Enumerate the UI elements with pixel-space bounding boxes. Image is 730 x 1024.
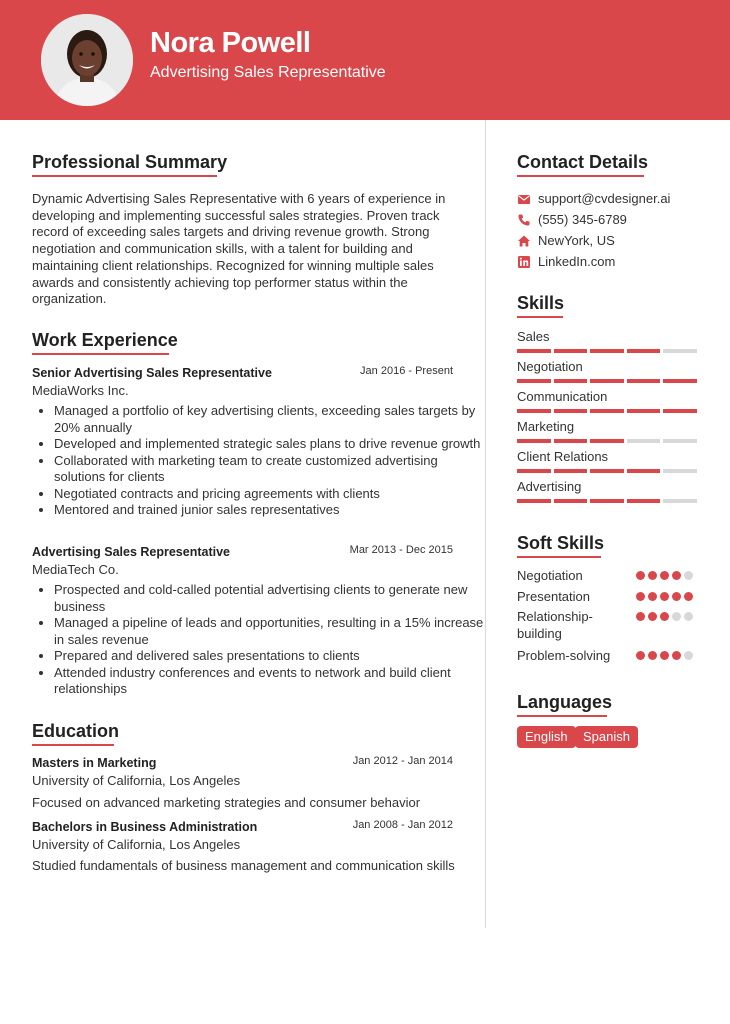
rating-dot <box>636 571 645 580</box>
rating-dot <box>660 592 669 601</box>
summary-line: awards and consistently achieving top performer status within the <box>32 274 408 290</box>
skill-name: Sales <box>517 329 550 344</box>
bullet-item: • Developed and implemented strategic sales plans to drive revenue growth <box>54 436 484 453</box>
phone-icon <box>517 213 531 227</box>
rating-dot <box>636 592 645 601</box>
contact-email[interactable]: support@cvdesigner.ai <box>538 191 671 206</box>
education-underline <box>32 744 114 746</box>
summary-line: maintaining client relationships. Recognized for winning multiple sales <box>32 257 434 273</box>
bullet-item: • Managed a portfolio of key advertising clients, exceeding sales targets by 20% annually <box>54 403 484 436</box>
rating-dot <box>684 612 693 621</box>
summary-heading: Professional Summary <box>32 152 228 172</box>
job-dates: Jan 2016 - Present <box>360 365 453 377</box>
soft-skill-dots <box>636 612 693 621</box>
skill-bar-segment <box>517 379 551 383</box>
skill-bar-segment <box>627 379 661 383</box>
skill-bar-segment <box>590 409 624 413</box>
skill-bar-segment <box>554 499 588 503</box>
avatar <box>41 14 133 106</box>
column-divider <box>485 120 486 928</box>
rating-dot <box>648 612 657 621</box>
bullet-item: • Prospected and cold-called potential advertising clients to generate new business <box>54 582 484 615</box>
rating-dot <box>684 651 693 660</box>
skill-bar-segment <box>627 469 661 473</box>
soft-skills-underline <box>517 556 601 558</box>
experience-underline <box>32 353 169 355</box>
rating-dot <box>684 592 693 601</box>
skill-name: Client Relations <box>517 449 609 464</box>
soft-skill-dots <box>636 571 693 580</box>
header-banner <box>0 0 730 120</box>
soft-skill-name: Relationship-building <box>517 609 593 641</box>
skill-bar-segment <box>590 349 624 353</box>
job-dates: Mar 2013 - Dec 2015 <box>349 544 453 556</box>
degree-description: Studied fundamentals of business management and communication skills <box>32 858 455 873</box>
job-bullets <box>32 582 484 698</box>
envelope-icon <box>517 192 531 206</box>
skill-bar <box>517 499 697 503</box>
degree-description: Focused on advanced marketing strategies and consumer behavior <box>32 795 421 810</box>
contact-location: NewYork, US <box>538 233 615 248</box>
bullet-item: • Collaborated with marketing team to create customized advertising solutions for clients <box>54 453 484 486</box>
skill-bar-segment <box>627 349 661 353</box>
degree-title: Bachelors in Business Administration <box>32 820 258 834</box>
soft-skills-heading: Soft Skills <box>517 533 605 553</box>
rating-dot <box>636 651 645 660</box>
skill-bar-segment <box>590 439 624 443</box>
contact-underline <box>517 175 644 177</box>
skill-bar <box>517 349 697 353</box>
bullet-item: • Attended industry conferences and events to network and build client relationships <box>54 665 484 698</box>
summary-line: record of exceeding sales targets and driving revenue growth. Strong <box>32 224 430 240</box>
school-name: University of California, Los Angeles <box>32 837 241 852</box>
skill-name: Advertising <box>517 479 582 494</box>
education-heading: Education <box>32 721 120 741</box>
home-icon <box>517 234 531 248</box>
summary-line: developing and implementing successful sales strategies. Proven track <box>32 207 440 223</box>
skills-underline <box>517 316 563 318</box>
degree-dates: Jan 2012 - Jan 2014 <box>352 755 453 767</box>
soft-skill-dots <box>636 592 693 601</box>
soft-skill-name: Negotiation <box>517 568 583 583</box>
skill-bar-segment <box>554 379 588 383</box>
skill-bar <box>517 469 697 473</box>
skill-name: Communication <box>517 389 608 404</box>
experience-heading: Work Experience <box>32 330 178 350</box>
rating-dot <box>636 612 645 621</box>
rating-dot <box>672 571 681 580</box>
job-title: Advertising Sales Representative <box>32 545 230 559</box>
skill-bar-segment <box>517 439 551 443</box>
skill-bar-segment <box>590 379 624 383</box>
job-company: MediaWorks Inc. <box>32 383 129 398</box>
rating-dot <box>660 571 669 580</box>
skill-bar-segment <box>554 349 588 353</box>
soft-skill-name: Problem-solving <box>517 648 611 663</box>
rating-dot <box>672 612 681 621</box>
skill-bar <box>517 409 697 413</box>
bullet-item: • Mentored and trained junior sales representatives <box>54 502 484 519</box>
skill-bar-segment <box>663 499 697 503</box>
skill-bar-segment <box>554 469 588 473</box>
degree-title: Masters in Marketing <box>32 756 157 770</box>
rating-dot <box>672 592 681 601</box>
summary-line: Dynamic Advertising Sales Representative with 6 years of experience in <box>32 191 446 206</box>
skill-name: Negotiation <box>517 359 583 374</box>
summary-text <box>32 191 462 308</box>
skill-bar-segment <box>554 409 588 413</box>
linkedin-icon <box>517 255 531 269</box>
school-name: University of California, Los Angeles <box>32 773 241 788</box>
languages-underline <box>517 715 607 717</box>
skill-bar-segment <box>590 469 624 473</box>
bullet-item: • Prepared and delivered sales presentations to clients <box>54 648 484 665</box>
soft-skill-dots <box>636 651 693 660</box>
contact-heading: Contact Details <box>517 152 649 172</box>
skill-bar <box>517 379 697 383</box>
rating-dot <box>660 612 669 621</box>
skill-bar-segment <box>517 499 551 503</box>
skill-bar-segment <box>627 409 661 413</box>
skill-bar-segment <box>517 469 551 473</box>
skill-bar-segment <box>590 499 624 503</box>
skill-bar-segment <box>517 349 551 353</box>
candidate-title: Advertising Sales Representative <box>150 64 386 81</box>
rating-dot <box>684 571 693 580</box>
contact-linkedin[interactable]: LinkedIn.com <box>538 254 616 269</box>
skill-bar-segment <box>517 409 551 413</box>
skill-bar <box>517 439 697 443</box>
skill-bar-segment <box>627 499 661 503</box>
language-badge: Spanish <box>575 726 638 748</box>
skill-bar-segment <box>663 409 697 413</box>
bullet-item: • Negotiated contracts and pricing agreements with clients <box>54 486 484 503</box>
summary-underline <box>32 175 217 177</box>
rating-dot <box>648 571 657 580</box>
degree-dates: Jan 2008 - Jan 2012 <box>352 819 453 831</box>
bullet-item: • Managed a pipeline of leads and opportunities, resulting in a 15% increase in sales revenue <box>54 615 484 648</box>
soft-skill-name: Presentation <box>517 589 590 604</box>
skill-bar-segment <box>627 439 661 443</box>
summary-line: organization. <box>32 291 107 307</box>
job-company: MediaTech Co. <box>32 562 119 577</box>
skill-name: Marketing <box>517 419 575 434</box>
job-bullets <box>32 403 484 519</box>
skills-heading: Skills <box>517 293 565 313</box>
rating-dot <box>672 651 681 660</box>
summary-line: negotiation and communication skills, with a talent for building and <box>32 241 413 257</box>
job-title: Senior Advertising Sales Representative <box>32 366 272 380</box>
contact-phone[interactable]: (555) 345-6789 <box>538 212 627 227</box>
skill-bar-segment <box>663 469 697 473</box>
skill-bar-segment <box>554 439 588 443</box>
skill-bar-segment <box>663 439 697 443</box>
candidate-name: Nora Powell <box>150 27 311 59</box>
rating-dot <box>648 651 657 660</box>
skill-bar-segment <box>663 379 697 383</box>
rating-dot <box>648 592 657 601</box>
rating-dot <box>660 651 669 660</box>
skill-bar-segment <box>663 349 697 353</box>
language-badge: English <box>517 726 576 748</box>
languages-heading: Languages <box>517 692 613 712</box>
